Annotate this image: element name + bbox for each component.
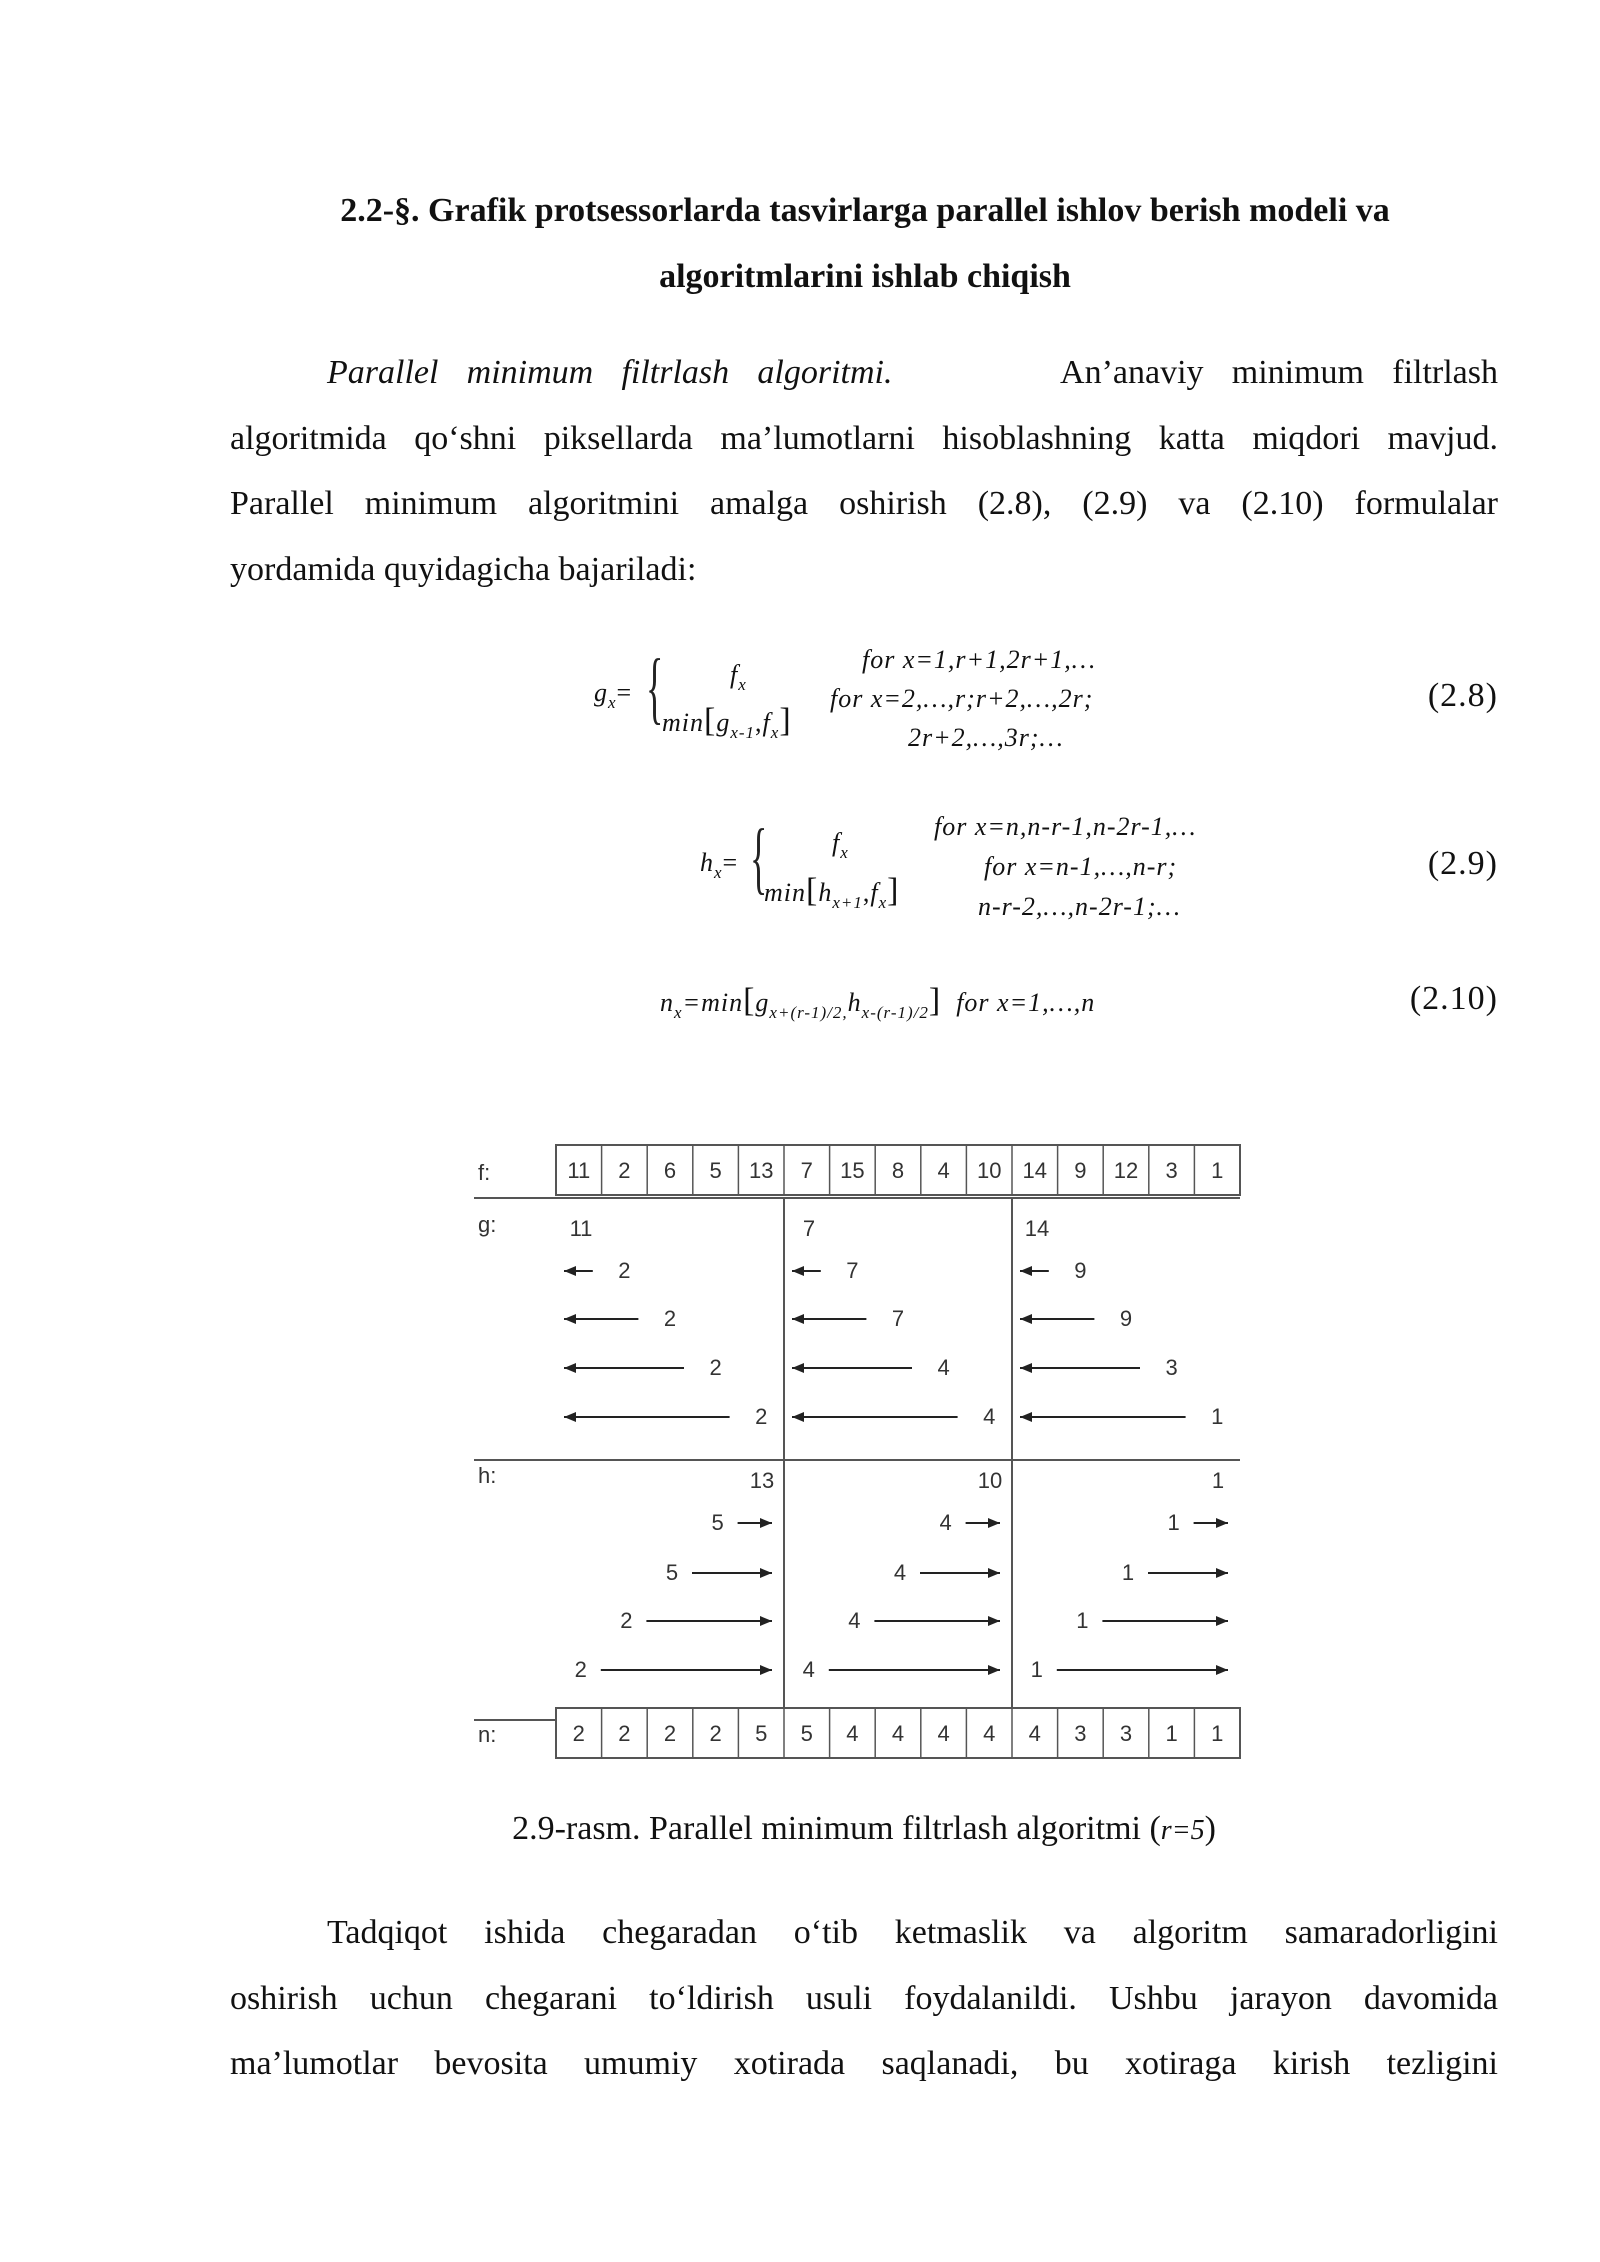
closing-paragraph xyxy=(230,1900,1498,2097)
g-step-value: 3 xyxy=(1165,1355,1178,1380)
n-cell: 2 xyxy=(709,1721,722,1746)
f-cell: 1 xyxy=(1211,1158,1224,1183)
f-cell: 11 xyxy=(567,1158,591,1183)
intro-line-2: algoritmida qo‘shni piksellarda ma’lumotlarni hisoblashning katta miqdori mavjud. xyxy=(230,419,1498,457)
g-arrow-head xyxy=(1020,1314,1032,1324)
closing-line-2: oshirish uchun chegarani to‘ldirish usuli foydalanildi. Ushbu jarayon davomida xyxy=(230,1979,1498,2017)
n-cell: 4 xyxy=(983,1721,996,1746)
h-arrow-head xyxy=(988,1665,1000,1675)
closing-line-1: Tadqiqot ishida chegaradan o‘tib ketmaslik va algoritm samaradorligini xyxy=(327,1914,1498,1951)
intro-line-3: Parallel minimum algoritmini amalga oshirish (2.8), (2.9) va (2.10) formulalar xyxy=(230,485,1498,522)
section-heading-line-1: 2.2-§. Grafik protsessorlarda tasvirlarga parallel ishlov berish modeli va xyxy=(340,192,1390,229)
f-cell: 5 xyxy=(709,1158,722,1183)
h-arrow-head xyxy=(760,1665,772,1675)
n-cell: 3 xyxy=(1074,1721,1087,1746)
h-step-value: 2 xyxy=(620,1608,633,1633)
n-cell: 2 xyxy=(663,1721,677,1746)
g-block-top: 14 xyxy=(1024,1216,1050,1241)
h-arrow-head xyxy=(760,1616,772,1626)
n-cell: 5 xyxy=(755,1721,768,1746)
eq29-case2: $\min[h_{x+1},f_x]$ xyxy=(764,872,900,912)
h-block-top: 1 xyxy=(1211,1468,1225,1493)
h-arrow-head xyxy=(1216,1568,1228,1578)
eq28-cond-1: for x=1,r+1,2r+1,… xyxy=(862,645,1096,674)
g-arrow-head xyxy=(564,1412,576,1422)
h-block-top: 13 xyxy=(749,1468,775,1493)
eq28-cond-2: for x=2,…,r;r+2,…,2r; xyxy=(830,684,1094,713)
g-arrow-head xyxy=(1020,1363,1032,1373)
h-arrow-head xyxy=(1216,1616,1228,1626)
n-cell: 2 xyxy=(572,1721,585,1746)
h-arrow-head xyxy=(988,1568,1000,1578)
h-arrow-head xyxy=(760,1518,772,1528)
f-cell: 7 xyxy=(800,1158,813,1183)
eq28-case2: $\min[g_{x-1},f_x]$ xyxy=(662,702,792,742)
f-cell: 14 xyxy=(1022,1158,1048,1183)
h-step-value: 4 xyxy=(939,1510,952,1535)
closing-line-3: ma’lumotlar bevosita umumiy xotirada saqlanadi, bu xotiraga kirish tezligini xyxy=(230,2045,1498,2082)
g-arrow-head xyxy=(792,1266,804,1276)
h-arrow-head xyxy=(1216,1665,1228,1675)
f-cell: 4 xyxy=(937,1158,950,1183)
caption-close: ) xyxy=(1204,1810,1216,1847)
n-cell: 5 xyxy=(800,1721,813,1746)
h-step-value: 5 xyxy=(711,1510,724,1535)
h-block-top: 10 xyxy=(977,1468,1003,1493)
eq28-cond-3: 2r+2,…,3r;… xyxy=(908,723,1064,752)
eq210-body: $n_x=\min[g_{x+(r-1)/2,}h_{x-(r-1)/2}]$ for x=1,…,n xyxy=(660,982,1096,1022)
f-cell: 6 xyxy=(663,1158,677,1183)
eq29-brace: { xyxy=(750,814,768,902)
row-label-n: n: xyxy=(478,1722,497,1747)
n-cell: 4 xyxy=(891,1721,905,1746)
eq28-number: (2.8) xyxy=(1427,677,1498,714)
g-step-value: 2 xyxy=(663,1306,677,1331)
f-cell: 10 xyxy=(976,1158,1002,1183)
caption-param: r=5 xyxy=(1160,1815,1205,1846)
eq29-case1: $f_x$ xyxy=(832,828,849,862)
figure-caption xyxy=(230,1810,1498,1848)
h-step-value: 1 xyxy=(1167,1510,1180,1535)
f-cell: 12 xyxy=(1113,1158,1139,1183)
g-arrow-head xyxy=(564,1314,576,1324)
g-arrow-head xyxy=(792,1412,804,1422)
h-step-value: 1 xyxy=(1121,1560,1135,1585)
h-arrow-head xyxy=(988,1518,1000,1528)
h-step-value: 2 xyxy=(574,1657,587,1682)
eq28-case1: $f_x$ xyxy=(730,660,747,694)
h-step-value: 1 xyxy=(1030,1657,1043,1682)
g-arrow-head xyxy=(792,1314,804,1324)
n-cell: 1 xyxy=(1165,1721,1178,1746)
h-step-value: 4 xyxy=(848,1608,861,1633)
f-cell: 13 xyxy=(748,1158,774,1183)
f-cell: 3 xyxy=(1165,1158,1178,1183)
n-cell: 1 xyxy=(1211,1721,1224,1746)
g-step-value: 9 xyxy=(1074,1258,1087,1283)
g-step-value: 4 xyxy=(983,1404,996,1429)
g-step-value: 7 xyxy=(891,1306,905,1331)
n-cell: 3 xyxy=(1119,1721,1133,1746)
g-step-value: 1 xyxy=(1211,1404,1224,1429)
n-cell: 2 xyxy=(618,1721,631,1746)
g-arrow-head xyxy=(792,1363,804,1373)
f-cell: 9 xyxy=(1074,1158,1087,1183)
algorithm-name: Parallel minimum filtrlash algoritmi. xyxy=(327,354,893,391)
h-arrow-head xyxy=(760,1568,772,1578)
eq29-lhs: $h_x=$ xyxy=(700,848,739,882)
intro-line-1-rest: An’anaviy minimum filtrlash xyxy=(1060,354,1498,391)
h-arrow-head xyxy=(988,1616,1000,1626)
eq29-cond-2: for x=n-1,…,n-r; xyxy=(984,852,1178,881)
h-arrow-head xyxy=(1216,1518,1228,1528)
g-step-value: 9 xyxy=(1119,1306,1133,1331)
g-arrow-head xyxy=(564,1266,576,1276)
row-label-g: g: xyxy=(478,1212,497,1237)
g-step-value: 2 xyxy=(755,1404,768,1429)
g-step-value: 2 xyxy=(709,1355,722,1380)
g-block-top: 11 xyxy=(569,1216,593,1241)
g-block-top: 7 xyxy=(802,1216,816,1241)
intro-line-4: yordamida quyidagicha bajariladi: xyxy=(230,550,697,588)
n-cell: 4 xyxy=(846,1721,859,1746)
eq28-lhs: $g_x=$ xyxy=(594,678,633,712)
h-step-value: 5 xyxy=(665,1560,679,1585)
f-cell: 15 xyxy=(840,1158,865,1183)
g-arrow-head xyxy=(1020,1266,1032,1276)
n-cell: 4 xyxy=(1028,1721,1041,1746)
section-heading-line-2: algoritmlarini ishlab chiqish xyxy=(659,258,1071,295)
n-cell: 4 xyxy=(937,1721,950,1746)
row-label-f: f: xyxy=(478,1160,491,1185)
g-arrow-head xyxy=(1020,1412,1032,1422)
eq28-brace: { xyxy=(646,644,664,732)
eq29-cond-1: for x=n,n-r-1,n-2r-1,… xyxy=(934,812,1197,841)
g-step-value: 4 xyxy=(937,1355,950,1380)
g-step-value: 7 xyxy=(846,1258,859,1283)
f-cell: 2 xyxy=(618,1158,631,1183)
h-step-value: 4 xyxy=(802,1657,815,1682)
f-cell: 8 xyxy=(891,1158,905,1183)
eq29-cond-3: n-r-2,…,n-2r-1;… xyxy=(978,892,1181,921)
row-label-h: h: xyxy=(478,1463,497,1488)
g-step-value: 2 xyxy=(618,1258,631,1283)
g-arrow-head xyxy=(564,1363,576,1373)
eq29-number: (2.9) xyxy=(1427,845,1498,882)
h-step-value: 4 xyxy=(893,1560,907,1585)
caption-text: 2.9-rasm. Parallel minimum filtrlash algoritmi ( xyxy=(512,1810,1161,1847)
eq210-number: (2.10) xyxy=(1409,980,1498,1017)
h-step-value: 1 xyxy=(1076,1608,1089,1633)
